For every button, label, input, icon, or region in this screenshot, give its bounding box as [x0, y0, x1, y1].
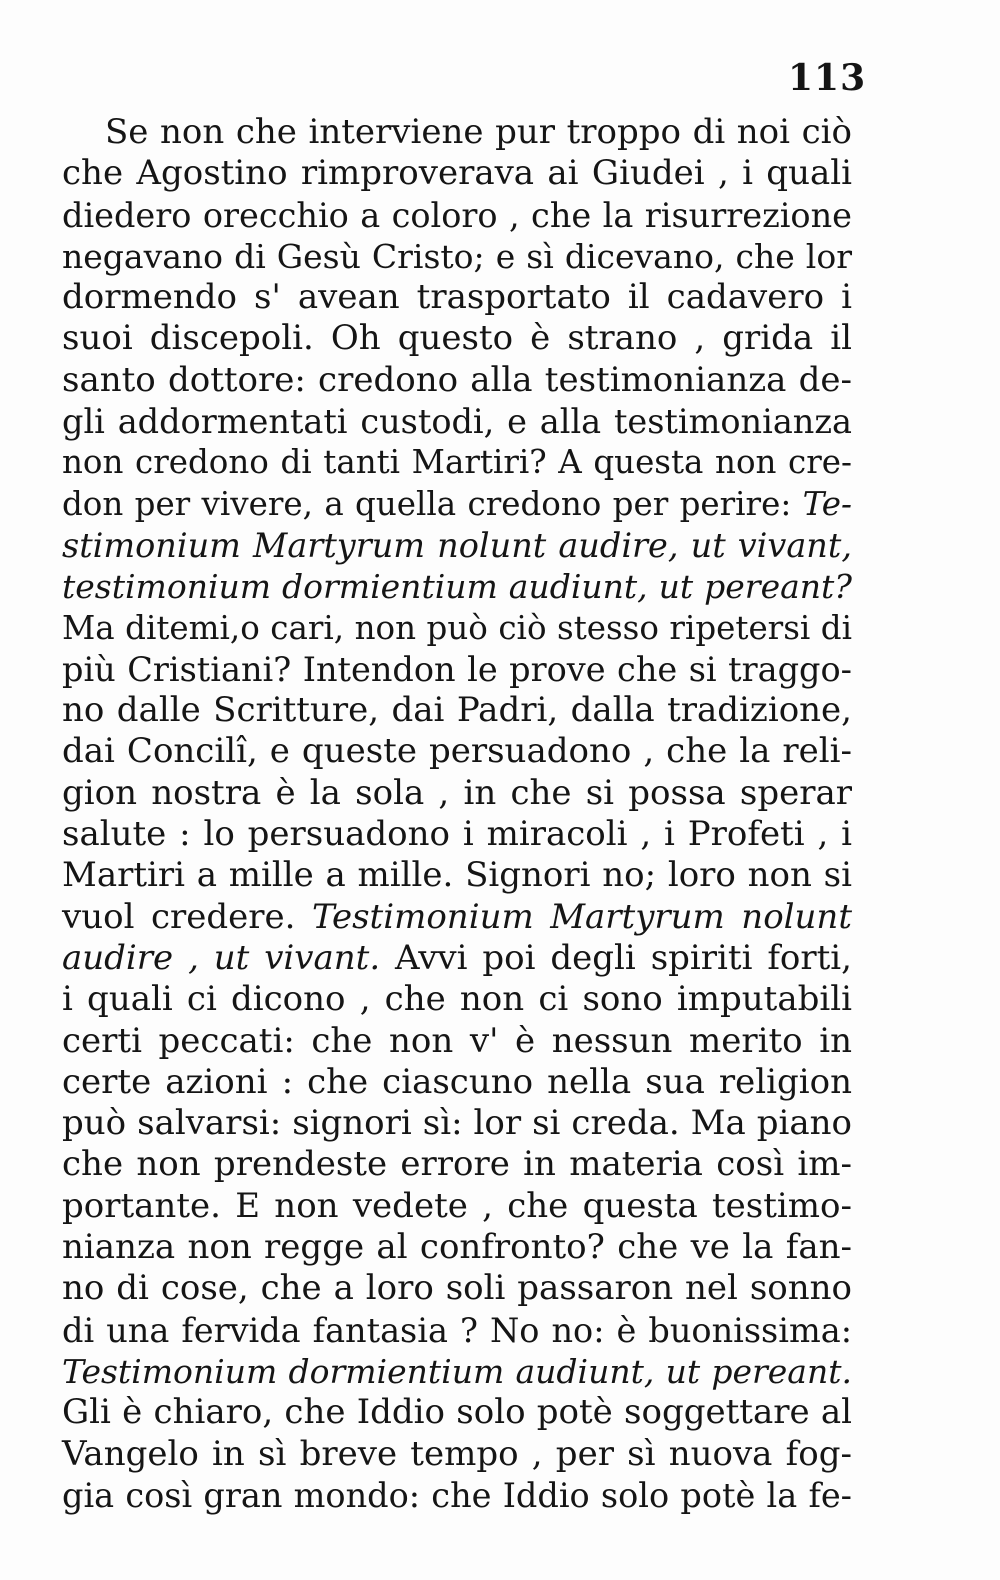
text-run: nianza non regge al confronto? che ve la fan-: [62, 1227, 852, 1268]
text-line: [62, 1186, 852, 1227]
text-run: don per vivere, a quella credono per perire:: [62, 484, 803, 523]
text-line: [62, 1351, 852, 1392]
text-run: diedero orecchio a coloro , che la risurrezione: [62, 195, 852, 235]
text-run: no di cose, che a loro soli passaron nel sonno: [62, 1268, 852, 1309]
text-line: [62, 814, 852, 855]
text-run: Avvi poi degli spiriti forti,: [380, 937, 852, 978]
text-line: [62, 649, 852, 690]
text-line: [62, 690, 852, 731]
text-run: di una fervida fantasia ? No no: è buonissima:: [62, 1310, 852, 1350]
italic-text-run: Testimonium dormientium audiunt, ut pereant.: [62, 1351, 852, 1391]
text-run: dormendo s' avean trasportato il cadavero i: [62, 277, 852, 318]
text-line: [62, 1103, 852, 1144]
text-line: [62, 236, 852, 277]
text-line: [62, 1475, 852, 1516]
text-run: gion nostra è la sola , in che si possa sperar: [62, 772, 852, 813]
italic-text-run: stimonium Martyrum nolunt audire, ut vivant,: [62, 525, 852, 565]
text-line: [62, 277, 852, 318]
text-line: [62, 318, 852, 359]
text-run: certe azioni : che ciascuno nella sua religion: [62, 1061, 852, 1102]
text-run: suoi discepoli. Oh questo è strano , grida il: [62, 318, 852, 359]
text-line: [62, 401, 852, 442]
text-run: Se non che interviene pur troppo di noi ciò: [105, 112, 852, 152]
text-line: [62, 484, 852, 525]
text-run: può salvarsi: signori sì: lor si creda. Ma piano: [62, 1103, 852, 1144]
text-line: [62, 938, 852, 979]
text-run: gli addormentati custodi, e alla testimonianza: [62, 402, 852, 442]
text-run: portante. E non vedete , che questa testimo-: [62, 1185, 852, 1226]
text-run: certi peccati: che non v' è nessun merito in: [62, 1020, 852, 1061]
text-line: [62, 1062, 852, 1103]
text-run: Ma ditemi,o cari, non può ciò stesso ripetersi di: [62, 608, 852, 647]
text-line: [62, 855, 852, 896]
text-line: [62, 897, 852, 938]
text-run: Gli è chiaro, che Iddio solo potè soggettare al: [62, 1392, 852, 1433]
text-line: [62, 566, 852, 607]
text-run: santo dottore: credono alla testimonianza de-: [62, 359, 852, 400]
text-run: vuol credere.: [62, 896, 312, 937]
text-line: [62, 442, 852, 483]
text-line: [62, 153, 852, 194]
text-run: dai Concilî, e queste persuadono , che la reli-: [62, 731, 852, 772]
text-run: che non prendeste errore in materia così im-: [62, 1144, 852, 1185]
text-run: non credono di tanti Martiri? A questa non cre-: [62, 443, 852, 482]
text-line: [62, 1144, 852, 1185]
text-run: negavano di Gesù Cristo; e sì dicevano, che lor: [62, 236, 852, 276]
body-text: [62, 112, 852, 1516]
text-line: [62, 731, 852, 772]
italic-text-run: Testimonium Martyrum nolunt: [311, 896, 852, 937]
text-line: [62, 1310, 852, 1351]
text-run: i quali ci dicono , che non ci sono imputabili: [62, 979, 852, 1020]
italic-text-run: Te-: [802, 484, 852, 523]
page-number: 113: [788, 57, 867, 99]
italic-text-run: testimonium dormientium audiunt, ut pereant?: [62, 567, 852, 607]
text-run: salute : lo persuadono i miracoli , i Profeti , i: [62, 814, 852, 855]
text-line: [62, 608, 852, 649]
text-line: [62, 112, 852, 153]
text-line: [62, 1021, 852, 1062]
text-run: no dalle Scritture, dai Padri, dalla tradizione,: [62, 690, 852, 731]
text-line: [62, 525, 852, 566]
text-line: [62, 1227, 852, 1268]
text-run: gia così gran mondo: che Iddio solo potè la fe-: [62, 1475, 852, 1515]
text-line: [62, 195, 852, 236]
text-run: Martiri a mille a mille. Signori no; loro non si: [62, 855, 852, 896]
text-line: [62, 773, 852, 814]
text-line: [62, 1392, 852, 1433]
text-line: [62, 979, 852, 1020]
text-line: [62, 360, 852, 401]
text-run: Vangelo in sì breve tempo , per sì nuova fog-: [62, 1433, 852, 1474]
text-line: [62, 1434, 852, 1475]
text-run: che Agostino rimproverava ai Giudei , i quali: [62, 153, 852, 194]
text-line: [62, 1268, 852, 1309]
italic-text-run: audire , ut vivant.: [62, 937, 381, 978]
text-run: più Cristiani? Intendon le prove che si traggo-: [62, 649, 852, 689]
